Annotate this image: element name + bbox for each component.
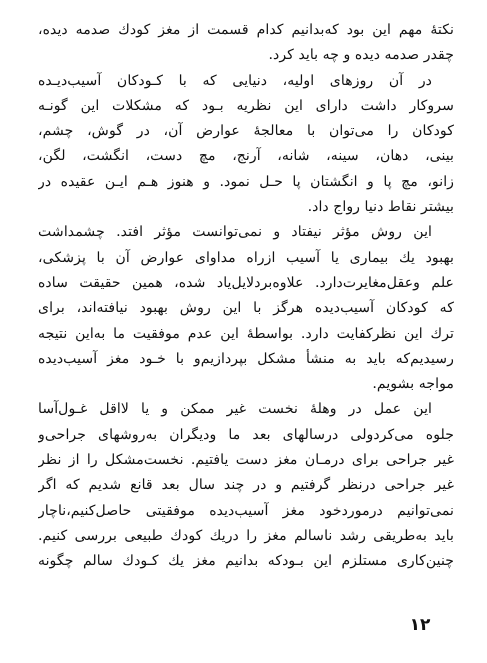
text-line: نمی‌توانیم درموردخود مغز آسیب‌دیده موفقیتی حاصل‌کنیم،ناچار (38, 502, 454, 519)
text-line: این عمل در وهلهٔ نخست غیر ممکن و یا لااقل غـول‌آسا (38, 401, 432, 418)
text-line: چنین‌کاری مستلزم این بـودکه بدانیم مغز یك کـودك سالم چگونه (38, 553, 454, 570)
text-line: سروکار داشت دارای این نظریه بـود که مشکلات این گونـه (38, 97, 454, 114)
text-line: کودکان را می‌توان با معالجهٔ عوارض آن، در گوش، چشم، (38, 123, 454, 140)
text-line: باید به‌طریقی رشد ناسالم مغز را دریك کودك طبیعی بررسی کنیم. (38, 527, 454, 544)
text-line: بیشتر نقاط دنیا رواج داد. (307, 199, 454, 216)
text-line: این روش مؤثر نیفتاد و نمی‌توانست مؤثر افتد. چشمداشت (38, 224, 432, 241)
text-line: مواجه بشویم. (372, 376, 454, 393)
text-line: که کودکان آسیب‌دیده هرگز با این روش بهبود نیافته‌اند، برای (38, 300, 454, 317)
text-line: زانو، مچ پا و انگشتان پا حـل نمود. و هنوز هـم ایـن عقیده در (38, 173, 454, 190)
text-line: غیر جراحی درنظر گرفتیم و در چند سال بعد قانع شدیم که اگر (38, 477, 454, 494)
text-line: رسیدیم‌که باید به منشأ مشکل بپردازیم‌و با خـود مغز آسیب‌دیده (38, 350, 454, 367)
page-number: ۱۲ (409, 615, 431, 635)
text-line: نکتهٔ مهم این بود که‌بدانیم کدام قسمت از مغز کودك صدمه دیده، (38, 22, 454, 38)
text-line: در آن روزهای اولیه، دنیایی که با کـودکان آسیب‌دیـده (38, 72, 432, 89)
text-line: جلوه می‌کردولی درسالهای بعد ما ودیگران به‌روشهای جراحی‌و (38, 426, 454, 443)
text-line: چقدر صدمه دیده و چه باید کرد. (268, 47, 454, 64)
text-line: بهبود یك بیماری یا آسیب ازراه مداوای عوارض آن با پزشکی، (38, 249, 454, 266)
text-line: بینی، دهان، سینه، شانه، آرنج، مچ دست، انگشت، لگن، (38, 148, 454, 165)
text-line: علم وعقل‌مغایرت‌دارد. علاوه‌بردلایل‌یاد شده، همین حقیقت ساده (38, 274, 454, 291)
text-line: ترك این نظرکفایت دارد. بواسطهٔ این عدم موفقیت ما به‌این نتیجه (38, 325, 454, 342)
body-text (38, 18, 454, 575)
text-line: غیر جراحی برای درمـان مغز دست یافتیم. نخست‌مشکل را از نظر (38, 452, 454, 469)
